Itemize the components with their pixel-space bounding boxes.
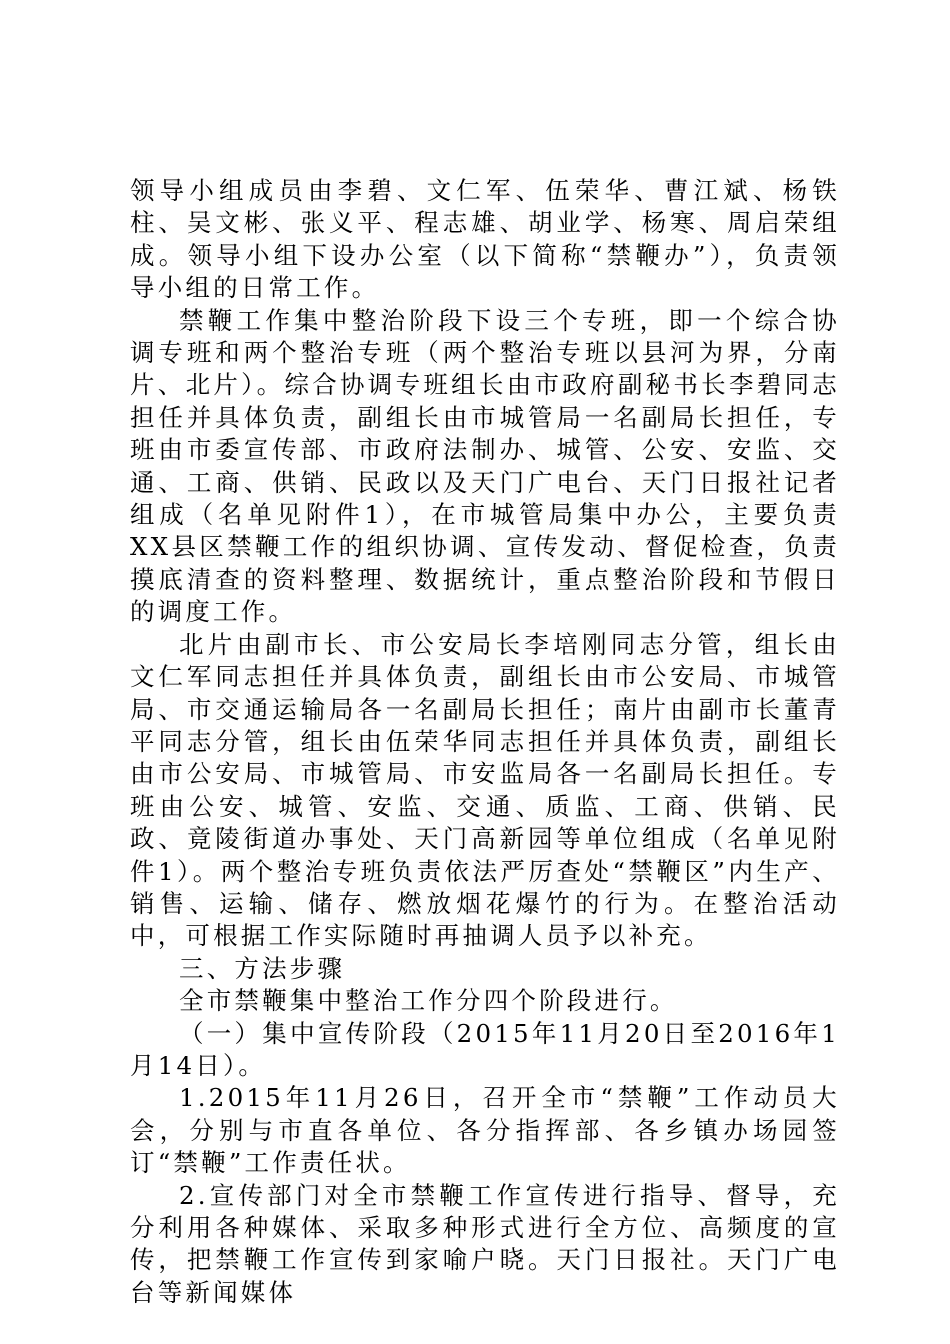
section-heading-methods: 三、方法步骤 [179, 953, 346, 983]
list-item-publicity-guidance: 2.宣传部门对全市禁鞭工作宣传进行指导、督导，充分利用各种媒体、采取多种形式进行全方位、高频度的宣传，把禁鞭工作宣传到家喻户晓。天门日报社。天门广电台等新闻媒体 [130, 1180, 840, 1307]
document-body [130, 175, 840, 1309]
paragraph-north-south-teams: 北片由副市长、市公安局长李培刚同志分管，组长由文仁军同志担任并具体负责，副组长由市公安局、市城管局、市交通运输局各一名副局长担任；南片由副市长董青平同志分管，组长由伍荣华同志担任并具体负责，副组长由市公安局、市城管局、市安监局各一名副局长担任。专班由公安、城管、安监、交通、质监、工商、供销、民政、竟陵街道办事处、天门高新园等单位组成（名单见附件1）。两个整治专班负责依法严厉查处“禁鞭区”内生产、销售、运输、储存、燃放烟花爆竹的行为。在整治活动中，可根据工作实际随时再抽调人员予以补充。 [130, 629, 840, 951]
paragraph-four-stages: 全市禁鞭集中整治工作分四个阶段进行。 [179, 986, 678, 1016]
list-item-mobilization-meeting: 1.2015年11月26日，召开全市“禁鞭”工作动员大会，分别与市直各单位、各分指挥部、各乡镇办场园签订“禁鞭”工作责任状。 [130, 1083, 840, 1178]
paragraph-leadership-members: 领导小组成员由李碧、文仁军、伍荣华、曹江斌、杨铁柱、吴文彬、张义平、程志雄、胡业学、杨寒、周启荣组成。领导小组下设办公室（以下简称“禁鞭办”），负责领导小组的日常工作。 [130, 176, 840, 303]
paragraph-special-teams: 禁鞭工作集中整治阶段下设三个专班，即一个综合协调专班和两个整治专班（两个整治专班以县河为界，分南片、北片）。综合协调专班组长由市政府副秘书长李碧同志担任并具体负责，副组长由市城管局一名副局长担任，专班由市委宣传部、市政府法制办、城管、公安、安监、交通、工商、供销、民政以及天门广电台、天门日报社记者组成（名单见附件1），在市城管局集中办公，主要负责XX县区禁鞭工作的组织协调、宣传发动、督促检查，负责摸底清查的资料整理、数据统计，重点整治阶段和节假日的调度工作。 [130, 305, 840, 627]
subheading-publicity-stage: （一）集中宣传阶段（2015年11月20日至2016年1月14日）。 [130, 1018, 840, 1080]
